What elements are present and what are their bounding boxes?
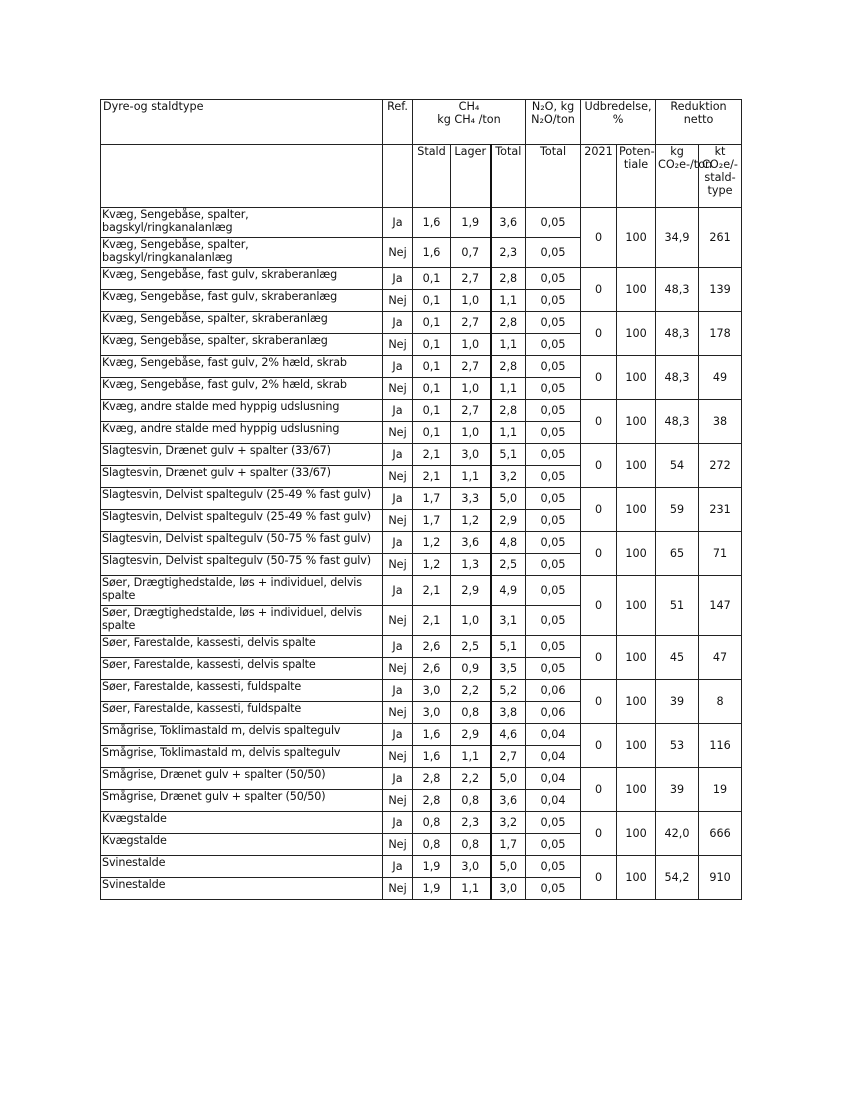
cell-n2o-total: 0,05 <box>526 444 581 466</box>
cell-stald: 2,8 <box>413 790 451 812</box>
header-udbredelse <box>581 100 656 145</box>
cell-ref: Ja <box>383 768 413 790</box>
cell-total: 1,1 <box>491 422 526 444</box>
cell-stald: 2,6 <box>413 636 451 658</box>
cell-stald: 0,1 <box>413 268 451 290</box>
cell-lager: 0,8 <box>451 834 491 856</box>
cell-stald: 1,2 <box>413 554 451 576</box>
cell-n2o-total: 0,05 <box>526 208 581 238</box>
cell-type-name: Søer, Farestalde, kassesti, delvis spalte <box>101 658 383 680</box>
cell-ref: Nej <box>383 790 413 812</box>
cell-lager: 1,0 <box>451 334 491 356</box>
cell-ref: Nej <box>383 510 413 532</box>
cell-type-name: Søer, Drægtighedstalde, løs + individuel, delvis spalte <box>101 606 383 636</box>
cell-potentiale: 100 <box>617 208 656 268</box>
table-row <box>101 636 742 658</box>
header-ch4-title: CH₄ <box>458 100 480 113</box>
cell-n2o-total: 0,05 <box>526 878 581 900</box>
subheader-empty <box>101 145 383 208</box>
table-row <box>101 680 742 702</box>
table-row <box>101 208 742 238</box>
cell-kt-co2: 231 <box>699 488 742 532</box>
cell-ref: Ja <box>383 724 413 746</box>
cell-n2o-total: 0,05 <box>526 488 581 510</box>
cell-kg-co2: 59 <box>656 488 699 532</box>
cell-ref: Nej <box>383 878 413 900</box>
cell-kg-co2: 48,3 <box>656 312 699 356</box>
emission-table <box>100 99 742 900</box>
cell-kt-co2: 910 <box>699 856 742 900</box>
cell-type-name: Smågrise, Toklimastald m, delvis spaltegulv <box>101 746 383 768</box>
header-type: Dyre-og staldtype <box>101 100 383 145</box>
cell-stald: 2,1 <box>413 466 451 488</box>
cell-stald: 0,1 <box>413 400 451 422</box>
cell-lager: 1,0 <box>451 422 491 444</box>
cell-n2o-total: 0,04 <box>526 790 581 812</box>
cell-total: 3,1 <box>491 606 526 636</box>
cell-stald: 2,1 <box>413 576 451 606</box>
cell-lager: 3,0 <box>451 856 491 878</box>
cell-potentiale: 100 <box>617 356 656 400</box>
cell-n2o-total: 0,05 <box>526 400 581 422</box>
cell-n2o-total: 0,05 <box>526 576 581 606</box>
cell-kt-co2: 139 <box>699 268 742 312</box>
cell-potentiale: 100 <box>617 532 656 576</box>
cell-n2o-total: 0,05 <box>526 290 581 312</box>
header-n2o-unit: N₂O/ton <box>531 113 575 126</box>
cell-kt-co2: 19 <box>699 768 742 812</box>
subheader-stald: Stald <box>413 145 451 208</box>
cell-lager: 3,3 <box>451 488 491 510</box>
cell-total: 2,8 <box>491 312 526 334</box>
cell-kg-co2: 48,3 <box>656 268 699 312</box>
cell-total: 4,9 <box>491 576 526 606</box>
cell-total: 1,1 <box>491 378 526 400</box>
cell-total: 5,1 <box>491 444 526 466</box>
cell-lager: 3,6 <box>451 532 491 554</box>
cell-lager: 2,2 <box>451 768 491 790</box>
cell-lager: 2,3 <box>451 812 491 834</box>
table-body <box>101 208 742 900</box>
cell-n2o-total: 0,05 <box>526 606 581 636</box>
cell-lager: 1,1 <box>451 746 491 768</box>
cell-total: 2,8 <box>491 268 526 290</box>
subheader-empty-ref <box>383 145 413 208</box>
cell-n2o-total: 0,05 <box>526 636 581 658</box>
table-row <box>101 856 742 878</box>
cell-lager: 1,0 <box>451 290 491 312</box>
cell-lager: 0,8 <box>451 702 491 724</box>
cell-total: 5,2 <box>491 680 526 702</box>
cell-total: 5,0 <box>491 856 526 878</box>
cell-stald: 1,9 <box>413 856 451 878</box>
cell-n2o-total: 0,05 <box>526 510 581 532</box>
table-row <box>101 356 742 378</box>
cell-total: 3,2 <box>491 466 526 488</box>
cell-lager: 2,9 <box>451 724 491 746</box>
cell-n2o-total: 0,05 <box>526 554 581 576</box>
cell-total: 3,6 <box>491 208 526 238</box>
cell-lager: 2,2 <box>451 680 491 702</box>
cell-stald: 3,0 <box>413 702 451 724</box>
cell-udbredelse-2021: 0 <box>581 636 617 680</box>
cell-ref: Nej <box>383 422 413 444</box>
header-reduktion <box>656 100 742 145</box>
cell-n2o-total: 0,05 <box>526 422 581 444</box>
cell-n2o-total: 0,05 <box>526 378 581 400</box>
cell-ref: Nej <box>383 702 413 724</box>
cell-ref: Nej <box>383 746 413 768</box>
cell-lager: 1,2 <box>451 510 491 532</box>
cell-stald: 0,1 <box>413 422 451 444</box>
cell-stald: 2,8 <box>413 768 451 790</box>
cell-stald: 0,1 <box>413 334 451 356</box>
cell-kg-co2: 48,3 <box>656 356 699 400</box>
cell-ref: Nej <box>383 334 413 356</box>
cell-total: 5,0 <box>491 768 526 790</box>
cell-potentiale: 100 <box>617 636 656 680</box>
cell-udbredelse-2021: 0 <box>581 400 617 444</box>
cell-type-name: Smågrise, Drænet gulv + spalter (50/50) <box>101 768 383 790</box>
cell-total: 1,7 <box>491 834 526 856</box>
cell-udbredelse-2021: 0 <box>581 768 617 812</box>
cell-ref: Ja <box>383 576 413 606</box>
cell-type-name: Kvæg, Sengebåse, fast gulv, skraberanlæg <box>101 268 383 290</box>
cell-lager: 2,7 <box>451 268 491 290</box>
cell-udbredelse-2021: 0 <box>581 576 617 636</box>
cell-kt-co2: 147 <box>699 576 742 636</box>
cell-type-name: Søer, Drægtighedstalde, løs + individuel, delvis spalte <box>101 576 383 606</box>
cell-n2o-total: 0,04 <box>526 746 581 768</box>
cell-kg-co2: 39 <box>656 768 699 812</box>
table-row <box>101 532 742 554</box>
cell-potentiale: 100 <box>617 488 656 532</box>
cell-n2o-total: 0,06 <box>526 702 581 724</box>
cell-kg-co2: 53 <box>656 724 699 768</box>
header-reduktion-unit: netto <box>683 113 714 126</box>
cell-lager: 2,9 <box>451 576 491 606</box>
cell-ref: Ja <box>383 532 413 554</box>
table-row <box>101 312 742 334</box>
cell-ref: Nej <box>383 238 413 268</box>
cell-kg-co2: 48,3 <box>656 400 699 444</box>
cell-type-name: Kvæg, Sengebåse, fast gulv, 2% hæld, skrab <box>101 356 383 378</box>
cell-lager: 0,8 <box>451 790 491 812</box>
cell-kt-co2: 178 <box>699 312 742 356</box>
cell-kt-co2: 261 <box>699 208 742 268</box>
header-reduktion-title: Reduktion <box>670 100 727 113</box>
table-row <box>101 400 742 422</box>
cell-kt-co2: 49 <box>699 356 742 400</box>
cell-lager: 1,1 <box>451 466 491 488</box>
cell-total: 2,8 <box>491 400 526 422</box>
cell-potentiale: 100 <box>617 576 656 636</box>
cell-stald: 1,6 <box>413 238 451 268</box>
subheader-potentiale: Poten-tiale <box>617 145 656 208</box>
cell-kt-co2: 272 <box>699 444 742 488</box>
cell-udbredelse-2021: 0 <box>581 312 617 356</box>
cell-potentiale: 100 <box>617 312 656 356</box>
subheader-total: Total <box>491 145 526 208</box>
header-udbredelse-title: Udbredelse, <box>584 100 652 113</box>
cell-kt-co2: 666 <box>699 812 742 856</box>
cell-lager: 1,1 <box>451 878 491 900</box>
header-ch4 <box>413 100 526 145</box>
cell-kg-co2: 39 <box>656 680 699 724</box>
cell-ref: Nej <box>383 554 413 576</box>
cell-udbredelse-2021: 0 <box>581 208 617 268</box>
cell-ref: Ja <box>383 488 413 510</box>
cell-total: 3,5 <box>491 658 526 680</box>
table-row <box>101 444 742 466</box>
cell-kg-co2: 34,9 <box>656 208 699 268</box>
cell-ref: Nej <box>383 290 413 312</box>
table-row <box>101 268 742 290</box>
table-row <box>101 576 742 606</box>
cell-type-name: Kvæg, Sengebåse, fast gulv, 2% hæld, skrab <box>101 378 383 400</box>
cell-total: 4,8 <box>491 532 526 554</box>
cell-type-name: Kvæg, Sengebåse, spalter, bagskyl/ringkanalanlæg <box>101 208 383 238</box>
cell-kt-co2: 116 <box>699 724 742 768</box>
cell-stald: 1,6 <box>413 208 451 238</box>
cell-kt-co2: 8 <box>699 680 742 724</box>
cell-n2o-total: 0,05 <box>526 834 581 856</box>
cell-type-name: Kvæg, Sengebåse, spalter, skraberanlæg <box>101 312 383 334</box>
table-row <box>101 812 742 834</box>
cell-stald: 0,1 <box>413 290 451 312</box>
cell-stald: 0,1 <box>413 378 451 400</box>
cell-ref: Ja <box>383 268 413 290</box>
header-ref: Ref. <box>383 100 413 145</box>
cell-ref: Ja <box>383 812 413 834</box>
cell-total: 5,1 <box>491 636 526 658</box>
table-row <box>101 724 742 746</box>
cell-potentiale: 100 <box>617 680 656 724</box>
cell-potentiale: 100 <box>617 724 656 768</box>
cell-type-name: Slagtesvin, Delvist spaltegulv (25-49 % fast gulv) <box>101 488 383 510</box>
cell-stald: 1,9 <box>413 878 451 900</box>
cell-total: 3,6 <box>491 790 526 812</box>
cell-udbredelse-2021: 0 <box>581 268 617 312</box>
cell-stald: 2,6 <box>413 658 451 680</box>
cell-type-name: Kvæg, andre stalde med hyppig udslusning <box>101 400 383 422</box>
cell-n2o-total: 0,05 <box>526 268 581 290</box>
cell-ref: Ja <box>383 208 413 238</box>
cell-udbredelse-2021: 0 <box>581 444 617 488</box>
cell-total: 2,3 <box>491 238 526 268</box>
cell-stald: 2,1 <box>413 606 451 636</box>
table-row <box>101 488 742 510</box>
cell-type-name: Kvæg, Sengebåse, fast gulv, skraberanlæg <box>101 290 383 312</box>
cell-ref: Ja <box>383 680 413 702</box>
header-n2o <box>526 100 581 145</box>
cell-lager: 0,7 <box>451 238 491 268</box>
cell-lager: 1,3 <box>451 554 491 576</box>
cell-total: 3,0 <box>491 878 526 900</box>
cell-n2o-total: 0,05 <box>526 238 581 268</box>
cell-stald: 2,1 <box>413 444 451 466</box>
cell-ref: Ja <box>383 400 413 422</box>
cell-ref: Ja <box>383 636 413 658</box>
cell-kg-co2: 54,2 <box>656 856 699 900</box>
cell-ref: Nej <box>383 658 413 680</box>
cell-potentiale: 100 <box>617 444 656 488</box>
cell-total: 3,2 <box>491 812 526 834</box>
cell-ref: Ja <box>383 856 413 878</box>
cell-lager: 1,0 <box>451 606 491 636</box>
cell-potentiale: 100 <box>617 400 656 444</box>
cell-lager: 1,0 <box>451 378 491 400</box>
cell-stald: 1,6 <box>413 746 451 768</box>
cell-kt-co2: 71 <box>699 532 742 576</box>
cell-stald: 1,7 <box>413 510 451 532</box>
cell-lager: 2,7 <box>451 400 491 422</box>
cell-lager: 2,7 <box>451 356 491 378</box>
cell-ref: Nej <box>383 466 413 488</box>
cell-type-name: Slagtesvin, Delvist spaltegulv (50-75 % fast gulv) <box>101 532 383 554</box>
cell-type-name: Kvægstalde <box>101 834 383 856</box>
cell-ref: Nej <box>383 606 413 636</box>
cell-kg-co2: 45 <box>656 636 699 680</box>
cell-type-name: Søer, Farestalde, kassesti, fuldspalte <box>101 702 383 724</box>
cell-lager: 2,7 <box>451 312 491 334</box>
cell-stald: 3,0 <box>413 680 451 702</box>
cell-n2o-total: 0,05 <box>526 312 581 334</box>
subheader-kg-co2: kg CO₂e-/ton <box>656 145 699 208</box>
cell-total: 2,8 <box>491 356 526 378</box>
cell-total: 3,8 <box>491 702 526 724</box>
cell-type-name: Søer, Farestalde, kassesti, fuldspalte <box>101 680 383 702</box>
subheader-kt-co2: kt CO₂e/-stald-type <box>699 145 742 208</box>
cell-type-name: Slagtesvin, Drænet gulv + spalter (33/67) <box>101 444 383 466</box>
cell-ref: Nej <box>383 834 413 856</box>
cell-kt-co2: 47 <box>699 636 742 680</box>
cell-stald: 0,1 <box>413 356 451 378</box>
cell-n2o-total: 0,06 <box>526 680 581 702</box>
subheader-lager: Lager <box>451 145 491 208</box>
cell-type-name: Svinestalde <box>101 878 383 900</box>
cell-total: 2,7 <box>491 746 526 768</box>
cell-total: 1,1 <box>491 290 526 312</box>
cell-type-name: Søer, Farestalde, kassesti, delvis spalte <box>101 636 383 658</box>
cell-n2o-total: 0,04 <box>526 768 581 790</box>
cell-type-name: Kvægstalde <box>101 812 383 834</box>
cell-udbredelse-2021: 0 <box>581 488 617 532</box>
cell-stald: 1,7 <box>413 488 451 510</box>
cell-stald: 0,8 <box>413 812 451 834</box>
cell-stald: 1,6 <box>413 724 451 746</box>
cell-ref: Ja <box>383 356 413 378</box>
cell-type-name: Slagtesvin, Delvist spaltegulv (25-49 % fast gulv) <box>101 510 383 532</box>
cell-ref: Ja <box>383 312 413 334</box>
cell-udbredelse-2021: 0 <box>581 356 617 400</box>
cell-stald: 1,2 <box>413 532 451 554</box>
cell-type-name: Kvæg, Sengebåse, spalter, skraberanlæg <box>101 334 383 356</box>
header-udbredelse-unit: % <box>612 113 624 126</box>
subheader-n2o-total: Total <box>526 145 581 208</box>
cell-lager: 0,9 <box>451 658 491 680</box>
emission-table-page <box>100 99 742 900</box>
cell-type-name: Kvæg, andre stalde med hyppig udslusning <box>101 422 383 444</box>
cell-udbredelse-2021: 0 <box>581 812 617 856</box>
cell-udbredelse-2021: 0 <box>581 856 617 900</box>
cell-n2o-total: 0,05 <box>526 658 581 680</box>
cell-udbredelse-2021: 0 <box>581 532 617 576</box>
cell-kg-co2: 54 <box>656 444 699 488</box>
cell-udbredelse-2021: 0 <box>581 680 617 724</box>
cell-type-name: Kvæg, Sengebåse, spalter, bagskyl/ringkanalanlæg <box>101 238 383 268</box>
cell-type-name: Slagtesvin, Drænet gulv + spalter (33/67) <box>101 466 383 488</box>
cell-potentiale: 100 <box>617 812 656 856</box>
cell-kt-co2: 38 <box>699 400 742 444</box>
cell-potentiale: 100 <box>617 768 656 812</box>
cell-total: 5,0 <box>491 488 526 510</box>
header-ch4-unit: kg CH₄ /ton <box>437 113 501 126</box>
cell-ref: Ja <box>383 444 413 466</box>
cell-stald: 0,8 <box>413 834 451 856</box>
cell-type-name: Smågrise, Toklimastald m, delvis spaltegulv <box>101 724 383 746</box>
subheader-year: 2021 <box>581 145 617 208</box>
cell-n2o-total: 0,05 <box>526 532 581 554</box>
cell-total: 2,5 <box>491 554 526 576</box>
cell-stald: 0,1 <box>413 312 451 334</box>
cell-ref: Nej <box>383 378 413 400</box>
cell-n2o-total: 0,05 <box>526 466 581 488</box>
cell-type-name: Svinestalde <box>101 856 383 878</box>
cell-kg-co2: 42,0 <box>656 812 699 856</box>
cell-total: 1,1 <box>491 334 526 356</box>
cell-n2o-total: 0,05 <box>526 856 581 878</box>
cell-udbredelse-2021: 0 <box>581 724 617 768</box>
cell-total: 4,6 <box>491 724 526 746</box>
cell-kg-co2: 51 <box>656 576 699 636</box>
cell-n2o-total: 0,05 <box>526 356 581 378</box>
cell-n2o-total: 0,05 <box>526 812 581 834</box>
cell-kg-co2: 65 <box>656 532 699 576</box>
cell-potentiale: 100 <box>617 268 656 312</box>
cell-potentiale: 100 <box>617 856 656 900</box>
cell-lager: 3,0 <box>451 444 491 466</box>
cell-n2o-total: 0,04 <box>526 724 581 746</box>
table-row <box>101 768 742 790</box>
cell-total: 2,9 <box>491 510 526 532</box>
header-n2o-title: N₂O, kg <box>531 100 575 113</box>
cell-lager: 2,5 <box>451 636 491 658</box>
cell-lager: 1,9 <box>451 208 491 238</box>
cell-type-name: Smågrise, Drænet gulv + spalter (50/50) <box>101 790 383 812</box>
cell-type-name: Slagtesvin, Delvist spaltegulv (50-75 % fast gulv) <box>101 554 383 576</box>
cell-n2o-total: 0,05 <box>526 334 581 356</box>
